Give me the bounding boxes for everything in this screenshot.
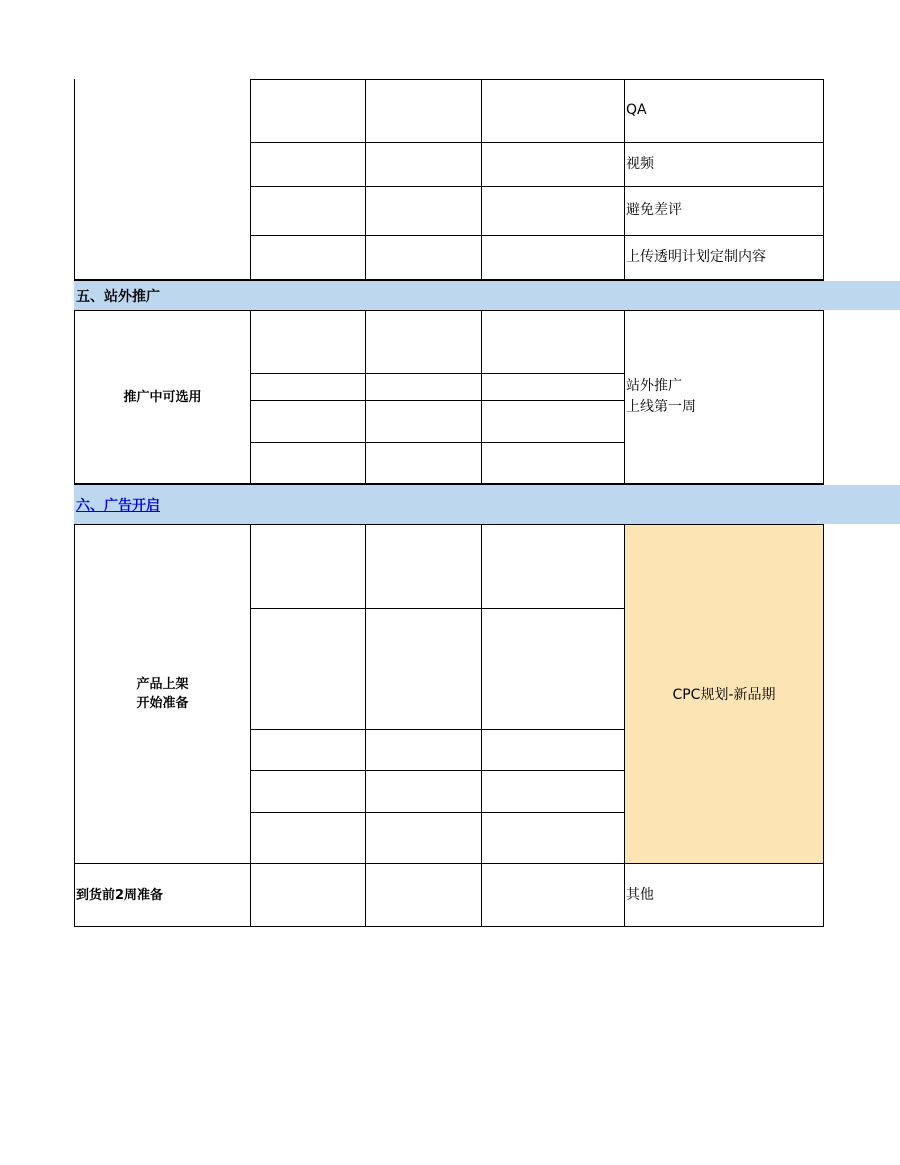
ads-line-2: 开始准备 bbox=[136, 696, 189, 711]
grid-line bbox=[250, 79, 251, 280]
grid-line bbox=[250, 608, 625, 609]
cell-avoid-bad-reviews: 避免差评 bbox=[626, 202, 682, 218]
grid-line bbox=[823, 79, 824, 280]
cell-transparency-upload: 上传透明计划定制内容 bbox=[626, 249, 766, 265]
cpc-plan-cell: CPC规划-新品期 bbox=[625, 525, 823, 863]
grid-line bbox=[250, 373, 625, 374]
section-header-offsite: 五、站外推广 bbox=[74, 281, 900, 310]
grid-line bbox=[365, 310, 366, 484]
grid-line bbox=[823, 310, 824, 484]
grid-line bbox=[250, 812, 625, 813]
grid-line bbox=[250, 770, 625, 771]
cell-other: 其他 bbox=[626, 886, 654, 903]
grid-line bbox=[481, 524, 482, 927]
grid-line bbox=[250, 310, 251, 484]
grid-line bbox=[481, 310, 482, 484]
pre-arrival-label: 到货前2周准备 bbox=[76, 887, 164, 903]
grid-line bbox=[250, 524, 251, 927]
offsite-line-1: 站外推广 bbox=[626, 378, 682, 394]
grid-line bbox=[250, 400, 625, 401]
grid-line bbox=[250, 442, 625, 443]
offsite-line-2: 上线第一周 bbox=[626, 399, 696, 415]
offsite-left-label: 推广中可选用 bbox=[123, 389, 202, 405]
grid-line bbox=[365, 524, 366, 927]
grid-line bbox=[365, 79, 366, 280]
ads-line-1: 产品上架 bbox=[136, 677, 189, 692]
cell-video: 视频 bbox=[626, 155, 654, 172]
grid-line bbox=[250, 729, 625, 730]
grid-line bbox=[74, 926, 824, 927]
grid-line bbox=[74, 79, 75, 280]
ads-left-label bbox=[75, 525, 250, 863]
section-header-ads-link[interactable]: 六、广告开启 bbox=[74, 485, 900, 524]
grid-line bbox=[823, 524, 824, 927]
offsite-right-label bbox=[624, 311, 823, 483]
cell-qa: QA bbox=[626, 102, 647, 118]
grid-line bbox=[481, 79, 482, 280]
